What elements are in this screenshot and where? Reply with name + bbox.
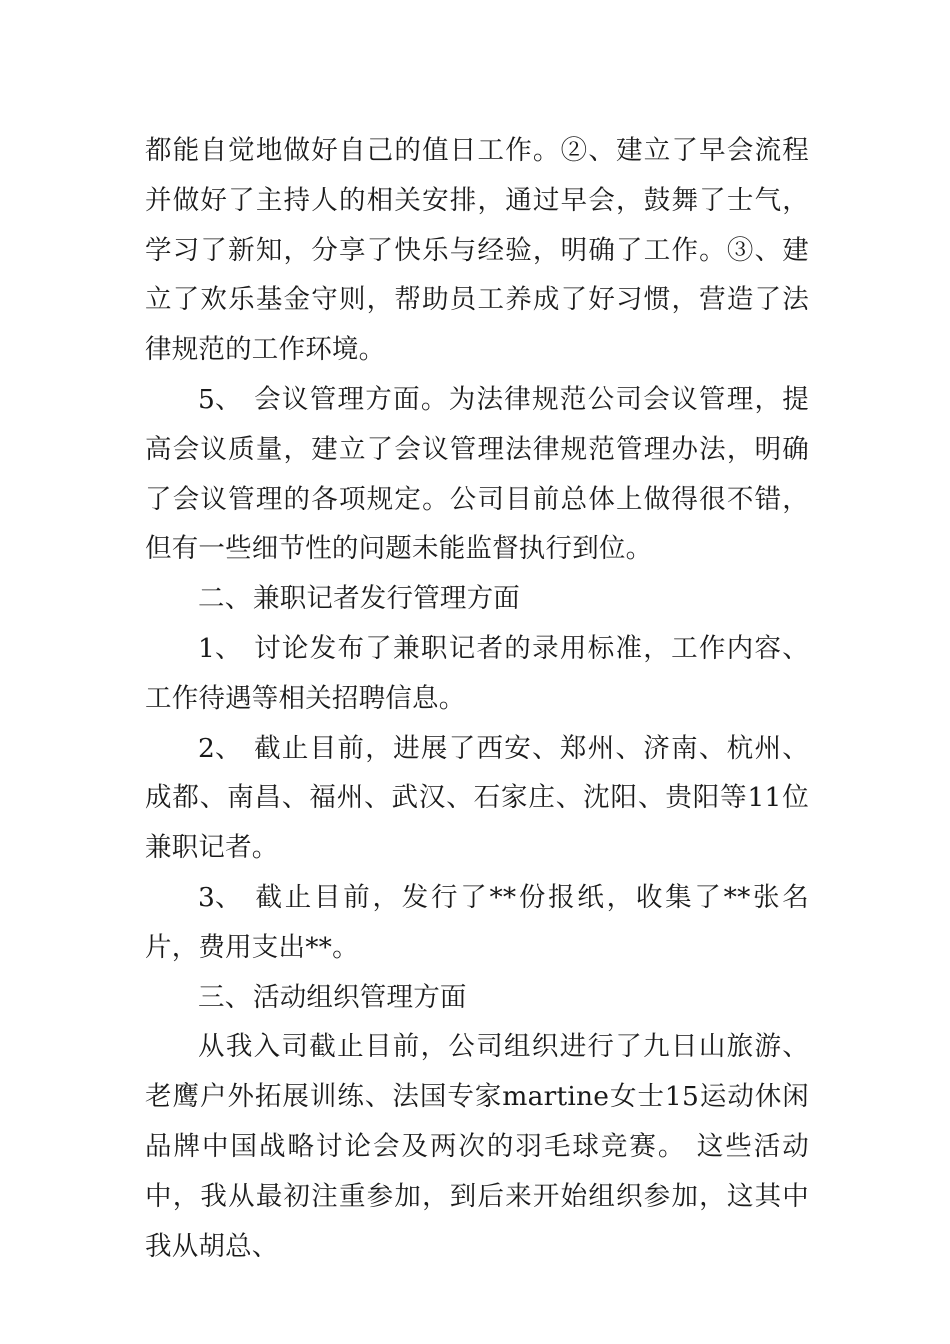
section-marker: 二、 (198, 583, 252, 615)
document-body (145, 126, 809, 1271)
paragraph-text: 截止目前，进展了西安、郑州、济南、杭州、成都、南昌、福州、武汉、石家庄、沈阳、贵阳等11位兼职记者。 (145, 732, 809, 864)
section-heading-text: 活动组织管理方面 (253, 981, 467, 1013)
section-marker: 三、 (198, 981, 252, 1013)
list-marker: 3、 (198, 881, 242, 913)
section-heading-part-time-reporters (145, 574, 809, 624)
paragraph-recruitment-standards (145, 624, 809, 724)
paragraph-text: 讨论发布了兼职记者的录用标准，工作内容、工作待遇等相关招聘信息。 (145, 632, 809, 714)
paragraph-company-activities (145, 1022, 809, 1271)
paragraph-text: 从我入司截止目前，公司组织进行了九日山旅游、老鹰户外拓展训练、法国专家martine女士15运动休闲品牌中国战略讨论会及两次的羽毛球竞赛。 这些活动中，我从最初注重参加，到后来开始组织参加，这其中我从胡总、 (145, 1031, 809, 1262)
paragraph-reporter-cities (145, 724, 809, 873)
section-heading-text: 兼职记者发行管理方面 (253, 583, 520, 615)
paragraph-distribution-costs (145, 873, 809, 973)
paragraph-text: 截止目前，发行了**份报纸，收集了**张名片，费用支出**。 (145, 881, 809, 963)
paragraph-duty-meeting-fund (145, 126, 809, 375)
paragraph-text: 会议管理方面。为法律规范公司会议管理，提高会议质量，建立了会议管理法律规范管理办法，明确了会议管理的各项规定。公司目前总体上做得很不错，但有一些细节性的问题未能监督执行到位。 (145, 383, 809, 565)
list-marker: 2、 (198, 732, 242, 764)
list-marker: 1、 (198, 632, 242, 664)
paragraph-meeting-management (145, 375, 809, 574)
section-heading-activity-organization (145, 973, 809, 1023)
list-marker: 5、 (198, 383, 242, 415)
paragraph-text: 都能自觉地做好自己的值日工作。②、建立了早会流程并做好了主持人的相关安排，通过早会，鼓舞了士气，学习了新知，分享了快乐与经验，明确了工作。③、建立了欢乐基金守则，帮助员工养成了好习惯，营造了法律规范的工作环境。 (145, 135, 809, 366)
